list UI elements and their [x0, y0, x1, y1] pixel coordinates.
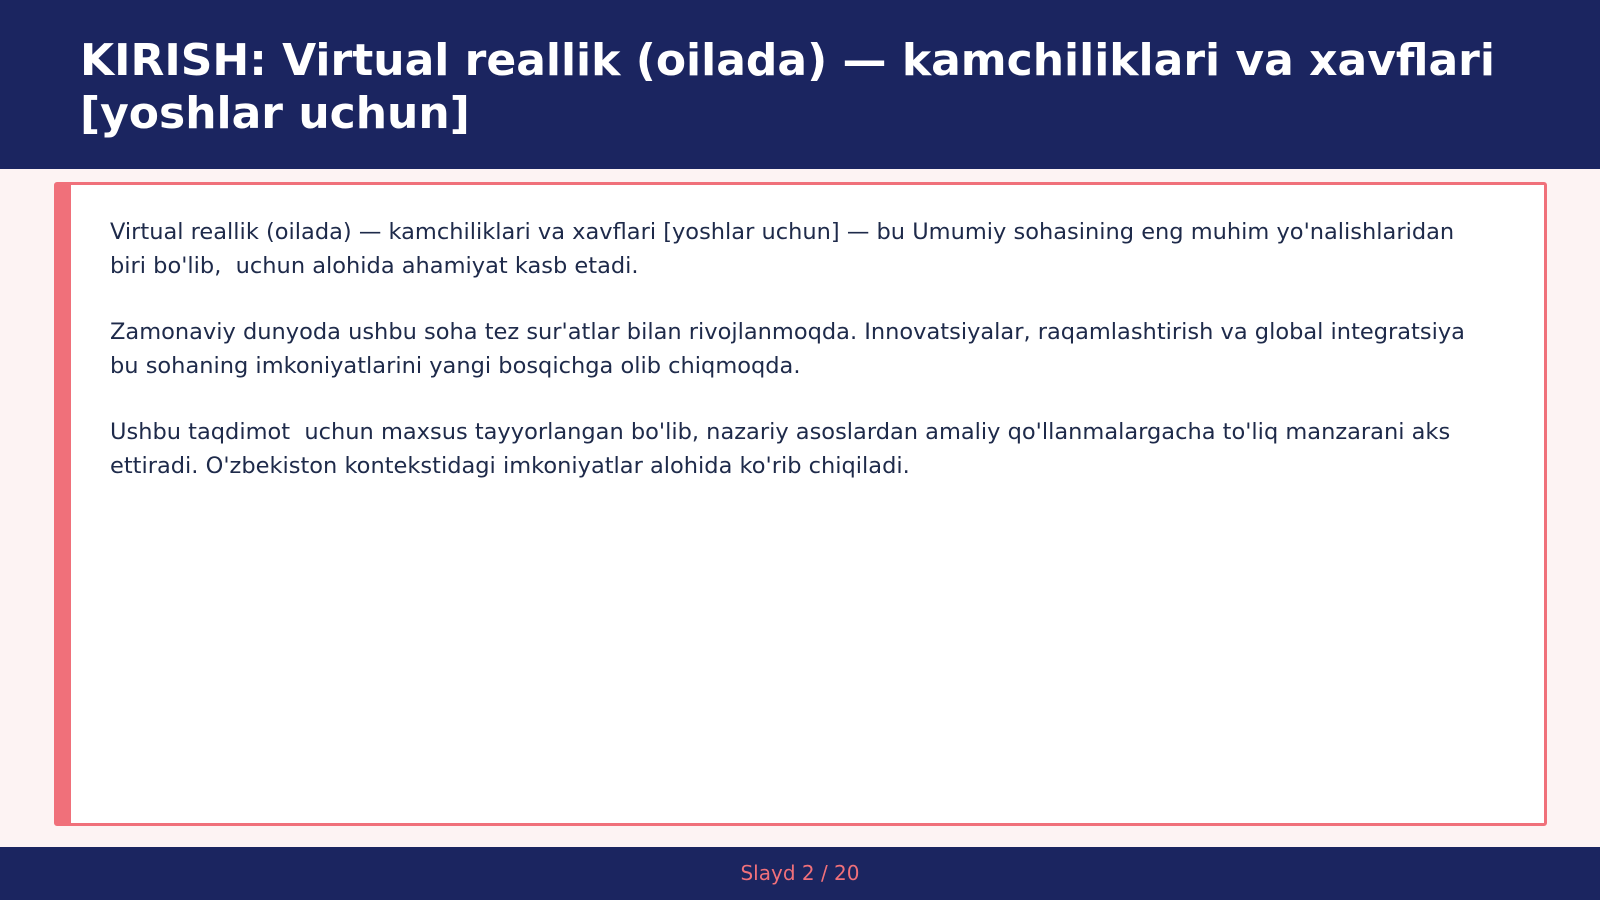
slide-title: KIRISH: Virtual reallik (oilada) — kamchiliklari va xavflari [yoshlar uchun]	[80, 35, 1495, 139]
slide-footer	[0, 847, 1600, 900]
content-panel	[54, 182, 1547, 826]
body-text	[110, 215, 1485, 515]
paragraph-1: Virtual reallik (oilada) — kamchiliklari va xavflari [yoshlar uchun] — bu Umumiy sohasining eng muhim yo'nalishlaridan biri bo'lib, uchun alohida ahamiyat kasb etadi.	[110, 219, 1462, 279]
paragraph-3: Ushbu taqdimot uchun maxsus tayyorlangan bo'lib, nazariy asoslardan amaliy qo'llanmalargacha to'liq manzarani aks ettiradi. O'zbekiston kontekstidagi imkoniyatlar alohida ko'rib chiqiladi.	[110, 419, 1458, 479]
slide-header	[0, 0, 1600, 169]
paragraph-2: Zamonaviy dunyoda ushbu soha tez sur'atlar bilan rivojlanmoqda. Innovatsiyalar, raqamlashtirish va global integratsiya bu sohaning imkoniyatlarini yangi bosqichga olib chiqmoqda.	[110, 319, 1473, 379]
slide-number: Slayd 2 / 20	[740, 861, 860, 885]
